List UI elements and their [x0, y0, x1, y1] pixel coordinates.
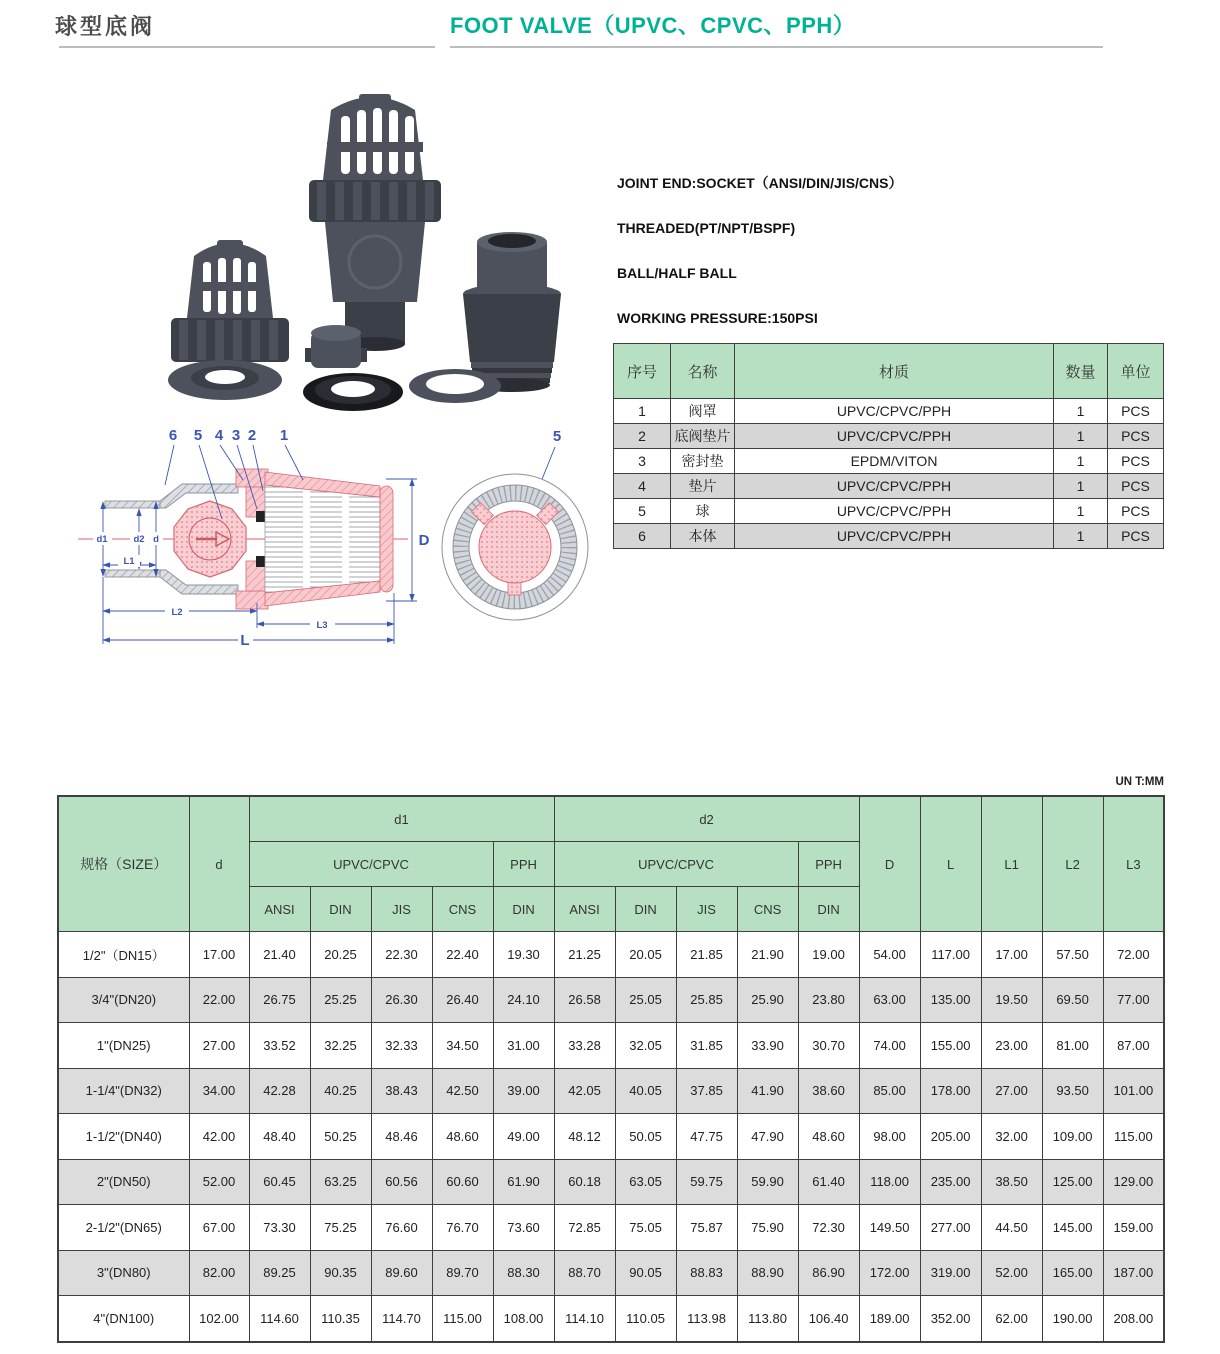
- cell: 117.00: [920, 932, 981, 978]
- cell: 115.00: [432, 1296, 493, 1342]
- parts-table: [613, 343, 1164, 549]
- cell: 125.00: [1042, 1159, 1103, 1205]
- table-row: [58, 932, 1164, 978]
- col-header-d1-ansi: ANSI: [249, 887, 310, 932]
- cell: 319.00: [920, 1250, 981, 1296]
- cell: 21.90: [737, 932, 798, 978]
- dim-label-d: d: [153, 534, 159, 545]
- cell: 19.50: [981, 977, 1042, 1023]
- cell: 98.00: [859, 1114, 920, 1160]
- cell: 85.00: [859, 1068, 920, 1114]
- cell: 47.75: [676, 1114, 737, 1160]
- col-header-L2: L2: [1042, 796, 1103, 932]
- size-row-label: 1"(DN25): [58, 1023, 189, 1069]
- cell: 72.85: [554, 1205, 615, 1251]
- size-row-label: 4"(DN100): [58, 1296, 189, 1342]
- table-row: [614, 449, 1164, 474]
- cell: 31.85: [676, 1023, 737, 1069]
- dim-label-L1: L1: [123, 556, 135, 567]
- size-row-label: 1/2"（DN15）: [58, 932, 189, 978]
- cell: 21.40: [249, 932, 310, 978]
- parts-col-unit: 单位: [1108, 344, 1164, 399]
- size-row-label: 2-1/2"(DN65): [58, 1205, 189, 1251]
- cell: 48.46: [371, 1114, 432, 1160]
- parts-table-body: [614, 399, 1164, 549]
- cell: 1: [1054, 399, 1108, 424]
- callout-1: 1: [279, 427, 289, 444]
- cell: PCS: [1108, 424, 1164, 449]
- callout-2: 2: [247, 427, 257, 444]
- table-row: [614, 399, 1164, 424]
- cell: 155.00: [920, 1023, 981, 1069]
- drawing-end-view: [442, 474, 588, 620]
- cell: 61.40: [798, 1159, 859, 1205]
- cell: PCS: [1108, 474, 1164, 499]
- cell: 32.33: [371, 1023, 432, 1069]
- cell: 26.30: [371, 977, 432, 1023]
- cell: 1: [1054, 424, 1108, 449]
- cell: 33.28: [554, 1023, 615, 1069]
- table-row: [58, 1250, 1164, 1296]
- cell: 61.90: [493, 1159, 554, 1205]
- size-row-label: 2"(DN50): [58, 1159, 189, 1205]
- cell: 26.58: [554, 977, 615, 1023]
- col-header-d2-jis: JIS: [676, 887, 737, 932]
- col-header-d: d: [189, 796, 249, 932]
- cell: 90.35: [310, 1250, 371, 1296]
- cell: 60.45: [249, 1159, 310, 1205]
- callout-5: 5: [193, 427, 203, 444]
- dim-label-L2: L2: [171, 607, 183, 618]
- cell: 74.00: [859, 1023, 920, 1069]
- cell: 42.05: [554, 1068, 615, 1114]
- cell: 44.50: [981, 1205, 1042, 1251]
- header-divider-right: [450, 46, 1103, 48]
- size-table: [57, 795, 1165, 1343]
- cell: 81.00: [1042, 1023, 1103, 1069]
- size-row-label: 3/4"(DN20): [58, 977, 189, 1023]
- cell: 25.90: [737, 977, 798, 1023]
- cell: PCS: [1108, 524, 1164, 549]
- cell: 25.85: [676, 977, 737, 1023]
- col-group-d2: d2: [554, 796, 859, 842]
- cell: 22.30: [371, 932, 432, 978]
- cell: 57.50: [1042, 932, 1103, 978]
- cell: 115.00: [1103, 1114, 1164, 1160]
- table-row: [58, 1114, 1164, 1160]
- cell: 33.52: [249, 1023, 310, 1069]
- cell: 48.40: [249, 1114, 310, 1160]
- dim-label-D: D: [418, 532, 430, 549]
- drawing-cage: [265, 472, 393, 606]
- cell: 42.28: [249, 1068, 310, 1114]
- col-header-d2-ansi: ANSI: [554, 887, 615, 932]
- table-row: [614, 474, 1164, 499]
- cell: 89.70: [432, 1250, 493, 1296]
- cell: 32.05: [615, 1023, 676, 1069]
- cell: 102.00: [189, 1296, 249, 1342]
- callout-side-5: 5: [552, 428, 562, 445]
- col-header-d1-din: DIN: [310, 887, 371, 932]
- cell: UPVC/CPVC/PPH: [735, 474, 1054, 499]
- cell: 149.50: [859, 1205, 920, 1251]
- cell: 76.60: [371, 1205, 432, 1251]
- parts-col-name: 名称: [671, 344, 735, 399]
- cell: 208.00: [1103, 1296, 1164, 1342]
- cell: 106.40: [798, 1296, 859, 1342]
- part-no: 3: [614, 449, 671, 474]
- col-header-d1-pph-din: DIN: [493, 887, 554, 932]
- col-group-d1: d1: [249, 796, 554, 842]
- cell: 27.00: [981, 1068, 1042, 1114]
- cell: 本体: [671, 524, 735, 549]
- cell: 38.60: [798, 1068, 859, 1114]
- cell: 110.35: [310, 1296, 371, 1342]
- cell: 69.50: [1042, 977, 1103, 1023]
- size-row-label: 3"(DN80): [58, 1250, 189, 1296]
- cell: 54.00: [859, 932, 920, 978]
- cell: 129.00: [1103, 1159, 1164, 1205]
- page-title-english: FOOT VALVE（UPVC、CPVC、PPH）: [450, 13, 856, 38]
- drawing-seal-bottom: [256, 556, 265, 567]
- cell: 159.00: [1103, 1205, 1164, 1251]
- size-table-body: [58, 932, 1164, 1342]
- cell: 33.90: [737, 1023, 798, 1069]
- cell: 20.05: [615, 932, 676, 978]
- page-title-chinese: 球型底阀: [55, 14, 156, 39]
- cell: 88.30: [493, 1250, 554, 1296]
- col-header-d1-cns: CNS: [432, 887, 493, 932]
- cell: 26.40: [432, 977, 493, 1023]
- cell: PCS: [1108, 449, 1164, 474]
- cell: PCS: [1108, 399, 1164, 424]
- cell: PCS: [1108, 499, 1164, 524]
- cell: 17.00: [981, 932, 1042, 978]
- cell: 1: [1054, 474, 1108, 499]
- cell: EPDM/VITON: [735, 449, 1054, 474]
- col-header-d2-din: DIN: [615, 887, 676, 932]
- drawing-ball: [174, 501, 246, 577]
- parts-col-qty: 数量: [1054, 344, 1108, 399]
- cell: 1: [1054, 499, 1108, 524]
- col-header-L1: L1: [981, 796, 1042, 932]
- cell: 59.90: [737, 1159, 798, 1205]
- cell: 23.80: [798, 977, 859, 1023]
- cell: 235.00: [920, 1159, 981, 1205]
- photo-gasket-left: [168, 360, 282, 400]
- cell: 17.00: [189, 932, 249, 978]
- photo-left-cage: [171, 240, 289, 362]
- cell: 密封垫: [671, 449, 735, 474]
- callout-4: 4: [214, 427, 224, 444]
- table-row: [58, 1068, 1164, 1114]
- cell: 34.50: [432, 1023, 493, 1069]
- cell: 垫片: [671, 474, 735, 499]
- dim-label-L: L: [240, 632, 250, 649]
- callout-6: 6: [168, 427, 178, 444]
- cell: 38.43: [371, 1068, 432, 1114]
- cell: 76.70: [432, 1205, 493, 1251]
- cell: 阀罩: [671, 399, 735, 424]
- photo-gasket-middle: [303, 373, 403, 411]
- part-no: 5: [614, 499, 671, 524]
- cell: 19.30: [493, 932, 554, 978]
- col-header-size: 规格（SIZE）: [58, 796, 189, 932]
- drawing-seal-top: [256, 511, 265, 522]
- cell: 63.00: [859, 977, 920, 1023]
- col-group-d2-upvc-cpvc: UPVC/CPVC: [554, 842, 798, 887]
- cell: 118.00: [859, 1159, 920, 1205]
- cell: 67.00: [189, 1205, 249, 1251]
- cell: UPVC/CPVC/PPH: [735, 399, 1054, 424]
- cell: 88.70: [554, 1250, 615, 1296]
- table-row: [614, 424, 1164, 449]
- spec-line-working-pressure: WORKING PRESSURE:150PSI: [617, 310, 818, 326]
- cell: 52.00: [189, 1159, 249, 1205]
- header-divider-left: [59, 46, 435, 48]
- cell: 101.00: [1103, 1068, 1164, 1114]
- cell: 60.18: [554, 1159, 615, 1205]
- cell: 48.12: [554, 1114, 615, 1160]
- photo-gasket-right: [409, 369, 501, 403]
- cell: 38.50: [981, 1159, 1042, 1205]
- callout-3: 3: [231, 427, 241, 444]
- cell: 41.90: [737, 1068, 798, 1114]
- cell: 23.00: [981, 1023, 1042, 1069]
- cell: 48.60: [432, 1114, 493, 1160]
- technical-drawing: [60, 425, 612, 660]
- cell: 205.00: [920, 1114, 981, 1160]
- cell: 73.60: [493, 1205, 554, 1251]
- cell: 50.05: [615, 1114, 676, 1160]
- photo-cap: [305, 325, 367, 368]
- cell: 42.50: [432, 1068, 493, 1114]
- cell: 1: [1054, 449, 1108, 474]
- table-row: [58, 1296, 1164, 1342]
- cell: 30.70: [798, 1023, 859, 1069]
- cell: 62.00: [981, 1296, 1042, 1342]
- cell: 114.70: [371, 1296, 432, 1342]
- cell: 22.40: [432, 932, 493, 978]
- cell: 31.00: [493, 1023, 554, 1069]
- cell: 底阀垫片: [671, 424, 735, 449]
- cell: 50.25: [310, 1114, 371, 1160]
- spec-line-threaded: THREADED(PT/NPT/BSPF): [617, 220, 796, 236]
- cell: 63.05: [615, 1159, 676, 1205]
- cell: 82.00: [189, 1250, 249, 1296]
- cell: 89.25: [249, 1250, 310, 1296]
- cell: 88.83: [676, 1250, 737, 1296]
- col-header-L3: L3: [1103, 796, 1164, 932]
- cell: 40.25: [310, 1068, 371, 1114]
- table-row: [58, 1023, 1164, 1069]
- table-row: [58, 1205, 1164, 1251]
- cell: 32.00: [981, 1114, 1042, 1160]
- cell: 37.85: [676, 1068, 737, 1114]
- col-header-d2-pph-din: DIN: [798, 887, 859, 932]
- dim-label-d1: d1: [96, 534, 108, 545]
- col-header-D: D: [859, 796, 920, 932]
- cell: 189.00: [859, 1296, 920, 1342]
- cell: 109.00: [1042, 1114, 1103, 1160]
- col-header-d1-jis: JIS: [371, 887, 432, 932]
- cell: UPVC/CPVC/PPH: [735, 499, 1054, 524]
- cell: 145.00: [1042, 1205, 1103, 1251]
- cell: 25.05: [615, 977, 676, 1023]
- cell: 93.50: [1042, 1068, 1103, 1114]
- part-no: 2: [614, 424, 671, 449]
- cell: 75.87: [676, 1205, 737, 1251]
- cell: 77.00: [1103, 977, 1164, 1023]
- size-row-label: 1-1/4"(DN32): [58, 1068, 189, 1114]
- cell: 52.00: [981, 1250, 1042, 1296]
- cell: 135.00: [920, 977, 981, 1023]
- size-row-label: 1-1/2"(DN40): [58, 1114, 189, 1160]
- cell: 75.25: [310, 1205, 371, 1251]
- cell: 178.00: [920, 1068, 981, 1114]
- cell: 187.00: [1103, 1250, 1164, 1296]
- photo-socket-adapter: [463, 232, 561, 392]
- parts-col-material: 材质: [735, 344, 1054, 399]
- table-row: [58, 977, 1164, 1023]
- dim-label-d2: d2: [133, 534, 145, 545]
- cell: 190.00: [1042, 1296, 1103, 1342]
- cell: 32.25: [310, 1023, 371, 1069]
- cell: 1: [1054, 524, 1108, 549]
- cell: 42.00: [189, 1114, 249, 1160]
- cell: 72.00: [1103, 932, 1164, 978]
- cell: 25.25: [310, 977, 371, 1023]
- product-photo: [105, 80, 595, 415]
- part-no: 1: [614, 399, 671, 424]
- parts-col-no: 序号: [614, 344, 671, 399]
- cell: 19.00: [798, 932, 859, 978]
- cell: 172.00: [859, 1250, 920, 1296]
- cell: 27.00: [189, 1023, 249, 1069]
- col-group-d2-pph: PPH: [798, 842, 859, 887]
- part-no: 4: [614, 474, 671, 499]
- cell: 165.00: [1042, 1250, 1103, 1296]
- col-group-d1-upvc-cpvc: UPVC/CPVC: [249, 842, 493, 887]
- cell: 75.05: [615, 1205, 676, 1251]
- cell: 114.60: [249, 1296, 310, 1342]
- cell: 26.75: [249, 977, 310, 1023]
- table-row: [614, 499, 1164, 524]
- col-group-d1-pph: PPH: [493, 842, 554, 887]
- cell: 113.80: [737, 1296, 798, 1342]
- table-row: [58, 1159, 1164, 1205]
- cell: 47.90: [737, 1114, 798, 1160]
- spec-text-block: [617, 176, 902, 356]
- cell: 39.00: [493, 1068, 554, 1114]
- cell: UPVC/CPVC/PPH: [735, 524, 1054, 549]
- spec-line-joint-end: JOINT END:SOCKET（ANSI/DIN/JIS/CNS）: [617, 175, 903, 191]
- cell: 108.00: [493, 1296, 554, 1342]
- cell: 48.60: [798, 1114, 859, 1160]
- dim-label-L3: L3: [316, 620, 328, 631]
- cell: 34.00: [189, 1068, 249, 1114]
- cell: 40.05: [615, 1068, 676, 1114]
- spec-line-ball: BALL/HALF BALL: [617, 265, 737, 281]
- col-header-d2-cns: CNS: [737, 887, 798, 932]
- cell: 75.90: [737, 1205, 798, 1251]
- cell: 352.00: [920, 1296, 981, 1342]
- cell: 113.98: [676, 1296, 737, 1342]
- cell: 22.00: [189, 977, 249, 1023]
- cell: 球: [671, 499, 735, 524]
- cell: 21.25: [554, 932, 615, 978]
- cell: 49.00: [493, 1114, 554, 1160]
- cell: 90.05: [615, 1250, 676, 1296]
- col-header-L: L: [920, 796, 981, 932]
- cell: UPVC/CPVC/PPH: [735, 424, 1054, 449]
- cell: 72.30: [798, 1205, 859, 1251]
- cell: 59.75: [676, 1159, 737, 1205]
- cell: 63.25: [310, 1159, 371, 1205]
- cell: 114.10: [554, 1296, 615, 1342]
- table-row: [614, 524, 1164, 549]
- cell: 86.90: [798, 1250, 859, 1296]
- cell: 20.25: [310, 932, 371, 978]
- cell: 88.90: [737, 1250, 798, 1296]
- cell: 60.60: [432, 1159, 493, 1205]
- cell: 89.60: [371, 1250, 432, 1296]
- unit-note: UN T:MM: [1115, 776, 1164, 788]
- photo-assembled-valve: [309, 94, 441, 351]
- part-no: 6: [614, 524, 671, 549]
- cell: 60.56: [371, 1159, 432, 1205]
- cell: 277.00: [920, 1205, 981, 1251]
- cell: 87.00: [1103, 1023, 1164, 1069]
- cell: 110.05: [615, 1296, 676, 1342]
- cell: 73.30: [249, 1205, 310, 1251]
- cell: 21.85: [676, 932, 737, 978]
- cell: 24.10: [493, 977, 554, 1023]
